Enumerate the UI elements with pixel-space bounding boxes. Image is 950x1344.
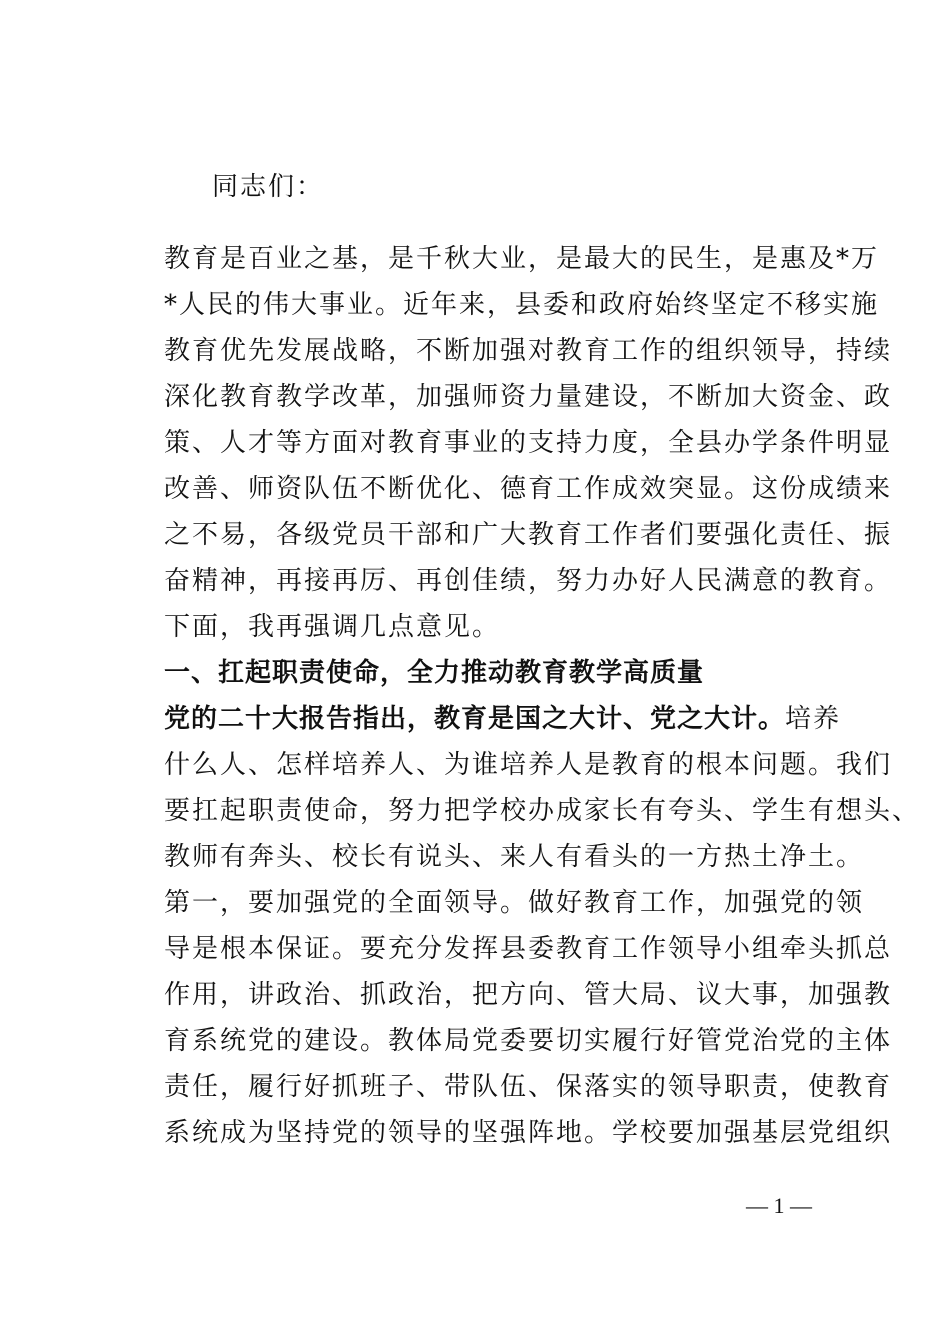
section-lead-rest: 培养 — [785, 704, 842, 734]
section-heading: 一、扛起职责使命，全力推动教育教学高质量 — [164, 658, 705, 688]
paragraph-line: 教育优先发展战略，不断加强对教育工作的组织领导，持续 — [164, 336, 893, 366]
paragraph-line: *人民的伟大事业。近年来，县委和政府始终坚定不移实施 — [164, 290, 880, 320]
paragraph-line: 责任，履行好抓班子、带队伍、保落实的领导职责，使教育 — [164, 1072, 893, 1102]
paragraph-line: 系统成为坚持党的领导的坚强阵地。学校要加强基层党组织 — [164, 1118, 893, 1148]
paragraph-line: 什么人、怎样培养人、为谁培养人是教育的根本问题。我们 — [164, 750, 893, 780]
section-lead-line — [164, 698, 841, 735]
paragraph-line: 策、人才等方面对教育事业的支持力度，全县办学条件明显 — [164, 428, 893, 458]
paragraph-line: 教师有奔头、校长有说头、来人有看头的一方热土净土。 — [164, 842, 865, 872]
paragraph-line: 第一，要加强党的全面领导。做好教育工作，加强党的领 — [164, 888, 865, 918]
paragraph-line: 育系统党的建设。教体局党委要切实履行好管党治党的主体 — [164, 1026, 893, 1056]
page-number: — 1 — — [746, 1193, 812, 1218]
paragraph-line: 要扛起职责使命，努力把学校办成家长有夸头、学生有想头、 — [164, 796, 921, 826]
section-lead-bold: 党的二十大报告指出，教育是国之大计、党之大计。 — [164, 704, 786, 734]
paragraph-line: 奋精神，再接再厉、再创佳绩，努力办好人民满意的教育。 — [164, 566, 893, 596]
paragraph-line: 深化教育教学改革，加强师资力量建设，不断加大资金、政 — [164, 382, 893, 412]
salutation: 同志们： — [212, 172, 325, 202]
paragraph-line: 之不易，各级党员干部和广大教育工作者们要强化责任、振 — [164, 520, 893, 550]
paragraph-line: 教育是百业之基，是千秋大业，是最大的民生，是惠及*万 — [164, 244, 880, 274]
paragraph-line: 改善、师资队伍不断优化、德育工作成效突显。这份成绩来 — [164, 474, 893, 504]
paragraph-line: 下面，我再强调几点意见。 — [164, 612, 501, 642]
paragraph-line: 导是根本保证。要充分发挥县委教育工作领导小组牵头抓总 — [164, 934, 893, 964]
paragraph-line: 作用，讲政治、抓政治，把方向、管大局、议大事，加强教 — [164, 980, 893, 1010]
